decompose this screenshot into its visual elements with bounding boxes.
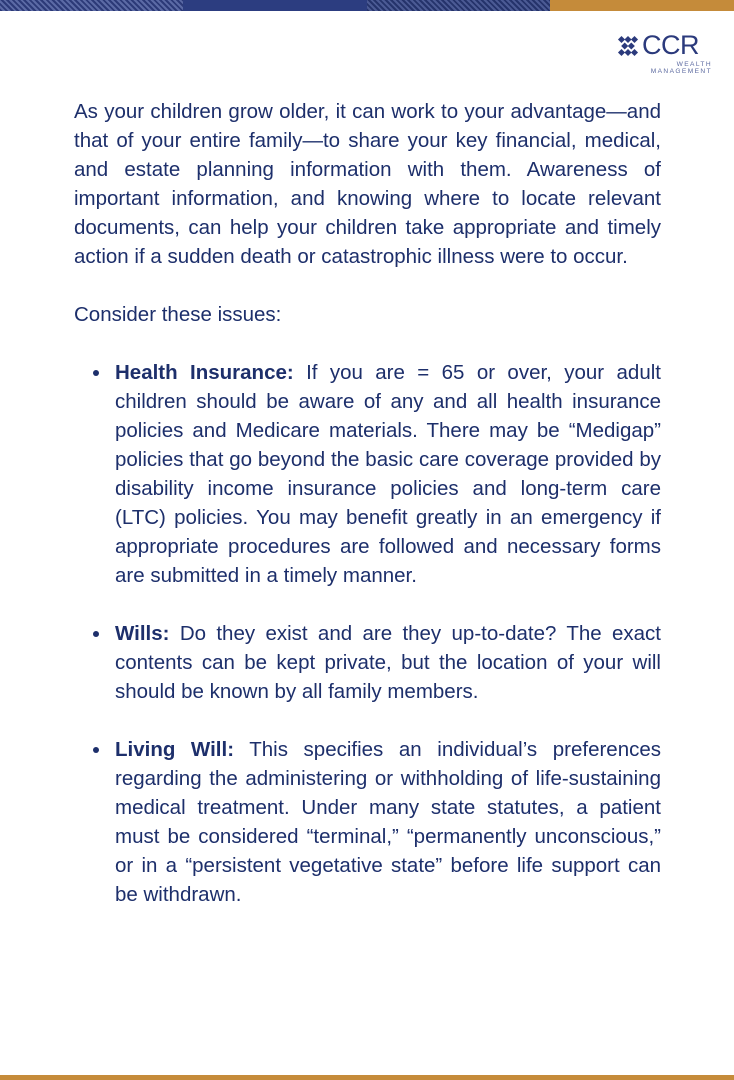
- logo-tagline: WEALTH MANAGEMENT: [650, 61, 712, 75]
- ccr-logo: [616, 30, 712, 75]
- intro-paragraph: As your children grow older, it can work to your advantage—and that of your entire family—to share your key financial, medical, and estate planning information with them. Awareness of important information, and knowing where to locate relevant documents, can help your children take appropriate and timely action if a sudden death or catastrophic illness were to occur.: [74, 100, 661, 268]
- issue-text: Do they exist and are they up-to-date? The exact contents can be kept private, but the location of your will should be known by all family members.: [115, 622, 661, 703]
- top-bar-hatched-segment: [0, 0, 183, 11]
- top-bar-navy-segment: [183, 0, 367, 11]
- top-bar-gold-segment: [550, 0, 734, 11]
- issues-list: [74, 358, 661, 909]
- issue-term: Health Insurance:: [115, 361, 294, 384]
- list-item-living-will: [115, 735, 661, 909]
- top-bar-hatched-segment-2: [367, 0, 550, 11]
- top-decorative-bar: [0, 0, 734, 11]
- issue-text: This specifies an individual’s preferences regarding the administering or withholding of life-sustaining medical treatment. Under many state statutes, a patient must be considered “terminal,” “permanently unconscious,” or in a “persistent vegetative state” before life support can be withdrawn.: [115, 738, 662, 906]
- list-item-wills: [115, 619, 661, 706]
- document-body: [74, 97, 661, 938]
- issue-term: Living Will:: [115, 738, 235, 761]
- ccr-logo-mark-icon: [616, 34, 640, 58]
- logo-name: CCR: [642, 30, 699, 60]
- issue-term: Wills:: [115, 622, 170, 645]
- list-item-health-insurance: [115, 358, 661, 590]
- issue-text: If you are = 65 or over, your adult children should be aware of any and all health insurance policies and Medicare materials. There may be “Medigap” policies that go beyond the basic care coverage provided by disability income insurance policies and long-term care (LTC) policies. You may benefit greatly in an emergency if appropriate procedures are followed and necessary forms are submitted in a timely manner.: [115, 361, 661, 587]
- bottom-decorative-bar: [0, 1075, 734, 1080]
- consider-heading: Consider these issues:: [74, 303, 282, 326]
